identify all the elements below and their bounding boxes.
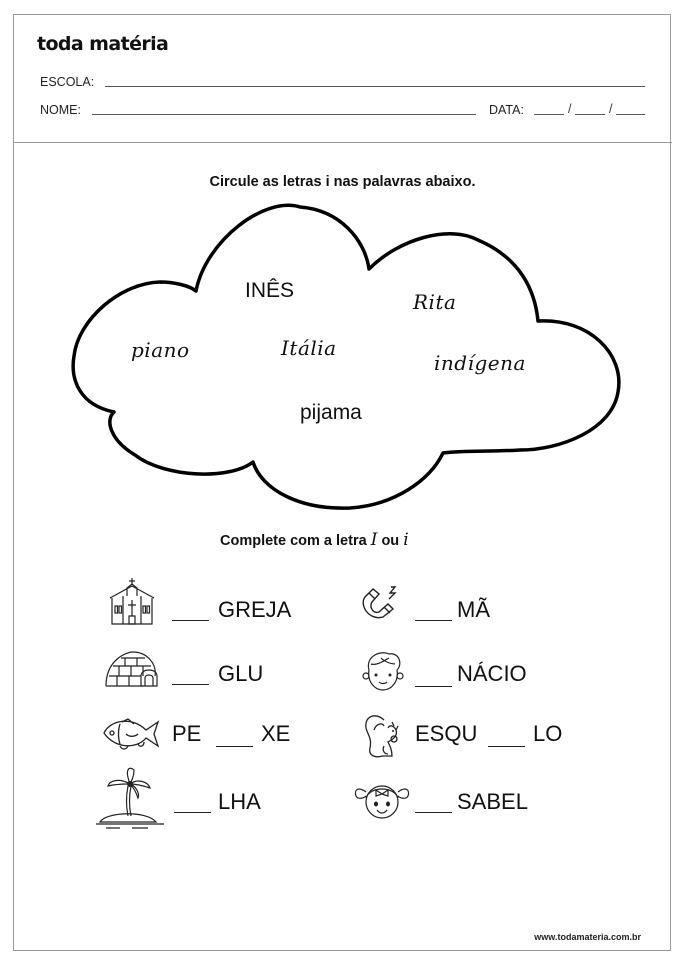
word-fragment: NÁCIO	[457, 661, 527, 686]
word-fragment: GREJA	[218, 597, 292, 622]
name-label: NOME:	[40, 103, 81, 117]
footer-url[interactable]: www.todamateria.com.br	[534, 932, 641, 942]
squirrel-icon	[362, 712, 406, 760]
word-fragment: GLU	[218, 661, 264, 686]
blank-line[interactable]	[216, 746, 253, 747]
word-pijama: pijama	[300, 401, 362, 424]
word-fragment: LHA	[218, 789, 261, 814]
activity2-connector: ou	[381, 533, 400, 549]
igloo-icon	[103, 648, 161, 690]
word-italia: Itália	[281, 336, 337, 360]
fish-icon	[102, 716, 162, 752]
word-indigena: indígena	[434, 351, 526, 375]
word-fragment: PE	[172, 721, 202, 746]
date-separator: /	[609, 102, 613, 116]
girl-face-icon	[352, 778, 412, 822]
word-ines: INÊS	[245, 279, 295, 302]
boy-face-icon	[361, 650, 405, 692]
word-fragment: ESQU	[415, 721, 478, 746]
word-piano: piano	[131, 338, 190, 362]
word-rita: Rita	[413, 290, 457, 314]
word-fragment: XE	[261, 721, 291, 746]
blank-line[interactable]	[172, 684, 209, 685]
word-fragment: MÃ	[457, 597, 490, 622]
blank-line[interactable]	[415, 686, 452, 687]
date-separator: /	[568, 102, 572, 116]
blank-line[interactable]	[415, 812, 452, 813]
word-fragment: LO	[533, 721, 563, 746]
word-fragment: SABEL	[457, 789, 528, 814]
blank-line[interactable]	[415, 620, 452, 621]
letter-lower-i: i	[403, 530, 409, 550]
activity2-title	[220, 530, 409, 550]
date-label: DATA:	[489, 103, 524, 117]
brand-logo: toda matéria	[37, 33, 169, 55]
school-label: ESCOLA:	[40, 75, 95, 89]
blank-line[interactable]	[488, 746, 525, 747]
blank-line[interactable]	[174, 812, 211, 813]
church-icon	[108, 576, 156, 626]
blank-line[interactable]	[172, 620, 209, 621]
island-palm-icon	[96, 764, 166, 832]
letter-upper-i: I	[370, 530, 378, 550]
magnet-icon	[361, 583, 405, 623]
activity1-title: Circule as letras i nas palavras abaixo.	[209, 174, 476, 190]
activity2-title-prefix: Complete com a letra	[220, 533, 367, 549]
